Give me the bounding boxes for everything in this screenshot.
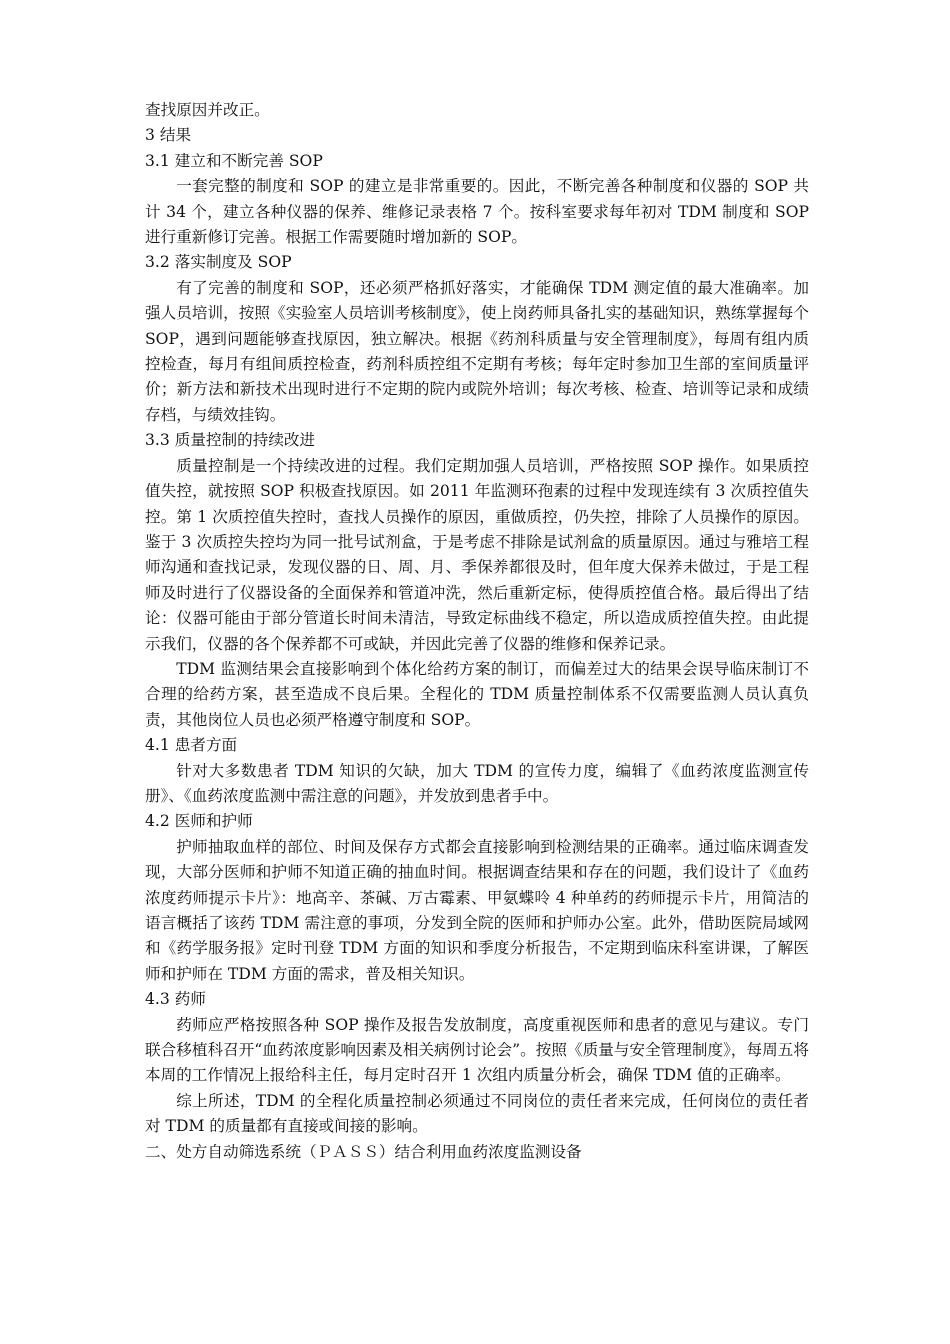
paragraph-tdm-results: TDM 监测结果会直接影响到个体化给药方案的制订，而偏差过大的结果会误导临床制订不合理的给药方案，甚至造成不良后果。全程化的 TDM 质量控制体系不仅需要监测人员认真负责，其他岗位人员也必须严格遵守制度和 SOP。 <box>145 659 809 729</box>
section-heading-results: 3 结果 <box>145 126 192 145</box>
paragraph-3-3: 质量控制是一个持续改进的过程。我们定期加强人员培训，严格按照 SOP 操作。如果质控值失控，就按照 SOP 积极查找原因。如 2011 年监测环孢素的过程中发现连续有 3 次质控值失控。第 1 次质控值失控时，查找人员操作的原因，重做质控，仍失控，排除了人员操作的原因。鉴于 3 次质控失控均为同一批号试剂盒，于是考虑不排除是试剂盒的质量原因。通过与雅培工程师沟通和查找记录，发现仪器的日、周、月、季保养都很及时，但年度大保养未做过，于是工程师及时进行了仪器设备的全面保养和管道冲洗，然后重新定标，使得质控值合格。最后得出了结论：仪器可能由于部分管道长时间未清洁，导致定标曲线不稳定，所以造成质控值失控。由此提示我们，仪器的各个保养都不可或缺，并因此完善了仪器的维修和保养记录。 <box>145 456 809 653</box>
subsection-heading-4-3: 4.3 药师 <box>145 990 206 1009</box>
subsection-heading-4-2: 4.2 医师和护师 <box>145 812 253 831</box>
paragraph-3-2: 有了完善的制度和 SOP，还必须严格抓好落实，才能确保 TDM 测定值的最大准确率。加强人员培训，按照《实验室人员培训考核制度》，使上岗药师具备扎实的基础知识，熟练掌握每个 SOP，遇到问题能够查找原因，独立解决。根据《药剂科质量与安全管理制度》，每周有组内质控检查，每月有组间质控检查，药剂科质控组不定期有考核；每年定时参加卫生部的室间质量评价；新方法和新技术出现时进行不定期的院内或院外培训；每次考核、检查、培训等记录和成绩存档，与绩效挂钩。 <box>145 278 809 424</box>
subsection-heading-4-1: 4.1 患者方面 <box>145 736 238 755</box>
paragraph-4-2: 护师抽取血样的部位、时间及保存方式都会直接影响到检测结果的正确率。通过临床调查发现，大部分医师和护师不知道正确的抽血时间。根据调查结果和存在的问题，我们设计了《血药浓度药师提示卡片》：地高辛、茶碱、万古霉素、甲氨蝶呤 4 种单药的药师提示卡片，用简洁的语言概括了该药 TDM 需注意的事项，分发到全院的医师和护师办公室。此外，借助医院局域网和《药学服务报》定时刊登 TDM 方面的知识和季度分析报告，不定期到临床科室讲课，了解医师和护师在 TDM 方面的需求，普及相关知识。 <box>145 837 809 983</box>
subsection-heading-3-2: 3.2 落实制度及 SOP <box>145 253 292 272</box>
subsection-heading-3-3: 3.3 质量控制的持续改进 <box>145 431 316 450</box>
paragraph-4-1: 针对大多数患者 TDM 知识的欠缺，加大 TDM 的宣传力度，编辑了《血药浓度监测宣传册》、《血药浓度监测中需注意的问题》，并发放到患者手中。 <box>145 761 809 805</box>
text-line: 查找原因并改正。 <box>145 101 270 119</box>
document-body <box>145 98 809 1165</box>
subsection-heading-3-1: 3.1 建立和不断完善 SOP <box>145 151 323 170</box>
paragraph-summary: 综上所述，TDM 的全程化质量控制必须通过不同岗位的责任者来完成，任何岗位的责任者对 TDM 的质量都有直接或间接的影响。 <box>145 1091 809 1136</box>
major-heading-pass: 二、处方自动筛选系统（ＰＡＳＳ）结合利用血药浓度监测设备 <box>145 1142 582 1161</box>
paragraph-4-3: 药师应严格按照各种 SOP 操作及报告发放制度，高度重视医师和患者的意见与建议。专门联合移植科召开“血药浓度影响因素及相关病例讨论会”。按照《质量与安全管理制度》，每周五将本周的工作情况上报给科主任，每月定时召开 1 次组内质量分析会，确保 TDM 值的正确率。 <box>145 1015 809 1085</box>
paragraph-3-1: 一套完整的制度和 SOP 的建立是非常重要的。因此，不断完善各种制度和仪器的 SOP 共计 34 个，建立各种仪器的保养、维修记录表格 7 个。按科室要求每年初对 TDM 制度和 SOP 进行重新修订完善。根据工作需要随时增加新的 SOP。 <box>145 177 809 247</box>
